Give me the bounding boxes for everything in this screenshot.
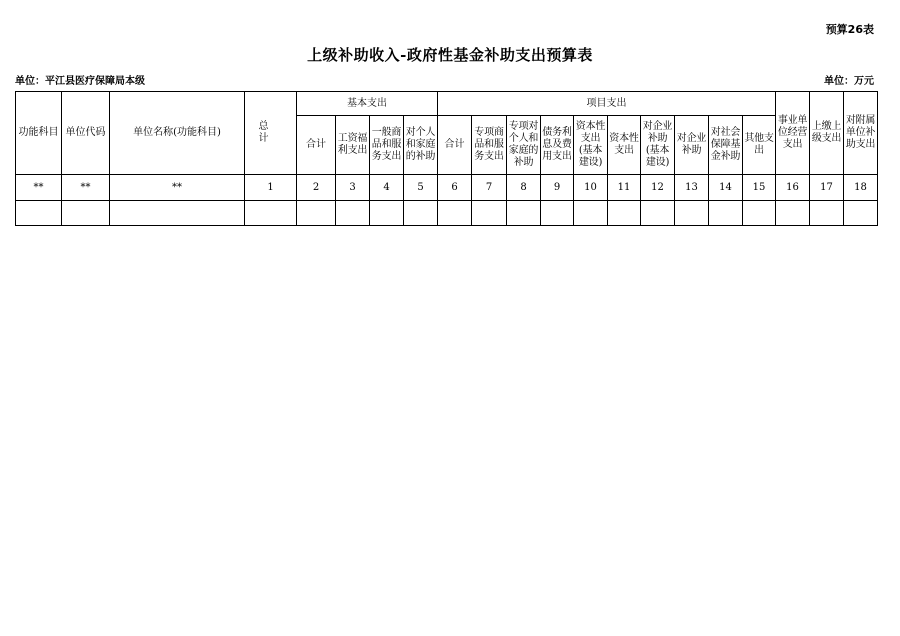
data-cell[interactable] xyxy=(297,201,336,226)
num-cell: 15 xyxy=(743,175,776,201)
data-cell[interactable] xyxy=(110,201,245,226)
data-cell[interactable] xyxy=(16,201,62,226)
table-row xyxy=(16,201,878,226)
num-cell: 2 xyxy=(297,175,336,201)
num-cell: ** xyxy=(62,175,110,201)
basic-col-wages: 工资福利支出 xyxy=(336,116,370,175)
num-cell: 10 xyxy=(574,175,608,201)
project-col-special-household: 专项对个人和家庭的补助 xyxy=(507,116,541,175)
num-cell: 3 xyxy=(336,175,370,201)
header-total: 总 计 xyxy=(245,92,297,175)
header-remit-superior: 上缴上级支出 xyxy=(810,92,844,175)
basic-col-total: 合计 xyxy=(297,116,336,175)
data-cell[interactable] xyxy=(336,201,370,226)
project-col-debt-interest: 债务利息及费用支出 xyxy=(541,116,574,175)
basic-col-goods-services: 一般商品和服务支出 xyxy=(370,116,404,175)
data-cell[interactable] xyxy=(709,201,743,226)
unit-currency: 单位：万元 xyxy=(824,76,874,87)
data-cell[interactable] xyxy=(62,201,110,226)
num-cell: 17 xyxy=(810,175,844,201)
data-cell[interactable] xyxy=(844,201,878,226)
project-col-capital-construction: 资本性支出(基本建设) xyxy=(574,116,608,175)
project-col-special-goods: 专项商品和服务支出 xyxy=(472,116,507,175)
num-cell: 18 xyxy=(844,175,878,201)
num-cell: ** xyxy=(110,175,245,201)
project-col-social-security: 对社会保障基金补助 xyxy=(709,116,743,175)
num-cell: 8 xyxy=(507,175,541,201)
data-cell[interactable] xyxy=(641,201,675,226)
data-cell[interactable] xyxy=(810,201,844,226)
num-cell: 12 xyxy=(641,175,675,201)
project-col-total: 合计 xyxy=(438,116,472,175)
data-cell[interactable] xyxy=(507,201,541,226)
project-col-enterprise-subsidy: 对企业补助 xyxy=(675,116,709,175)
project-col-capital: 资本性支出 xyxy=(608,116,641,175)
page-title: 上级补助收入-政府性基金补助支出预算表 xyxy=(307,46,593,64)
num-cell: 11 xyxy=(608,175,641,201)
group-basic-expenditure: 基本支出 xyxy=(297,92,438,116)
group-project-expenditure: 项目支出 xyxy=(438,92,776,116)
header-business-operation: 事业单位经营支出 xyxy=(776,92,810,175)
data-cell[interactable] xyxy=(245,201,297,226)
num-cell: 6 xyxy=(438,175,472,201)
data-cell[interactable] xyxy=(438,201,472,226)
num-cell: 13 xyxy=(675,175,709,201)
header-unit-name: 单位名称(功能科目) xyxy=(110,92,245,175)
budget-table xyxy=(15,91,878,226)
project-col-enterprise-construction: 对企业补助(基本建设) xyxy=(641,116,675,175)
data-cell[interactable] xyxy=(743,201,776,226)
header-unit-code: 单位代码 xyxy=(62,92,110,175)
num-cell: 9 xyxy=(541,175,574,201)
data-cell[interactable] xyxy=(472,201,507,226)
num-cell: 7 xyxy=(472,175,507,201)
unit-organization: 单位：平江县医疗保障局本级 xyxy=(15,76,145,87)
data-cell[interactable] xyxy=(574,201,608,226)
project-col-other: 其他支出 xyxy=(743,116,776,175)
data-cell[interactable] xyxy=(370,201,404,226)
data-cell[interactable] xyxy=(776,201,810,226)
header-func-subject: 功能科目 xyxy=(16,92,62,175)
header-subsidiary-subsidy: 对附属单位补助支出 xyxy=(844,92,878,175)
num-cell: 5 xyxy=(404,175,438,201)
num-cell: ** xyxy=(16,175,62,201)
data-cell[interactable] xyxy=(675,201,709,226)
data-cell[interactable] xyxy=(608,201,641,226)
data-cell[interactable] xyxy=(404,201,438,226)
data-cell[interactable] xyxy=(541,201,574,226)
basic-col-household-subsidy: 对个人和家庭的补助 xyxy=(404,116,438,175)
num-cell: 16 xyxy=(776,175,810,201)
num-cell: 14 xyxy=(709,175,743,201)
num-cell: 1 xyxy=(245,175,297,201)
num-cell: 4 xyxy=(370,175,404,201)
form-number: 预算26表 xyxy=(825,23,874,36)
